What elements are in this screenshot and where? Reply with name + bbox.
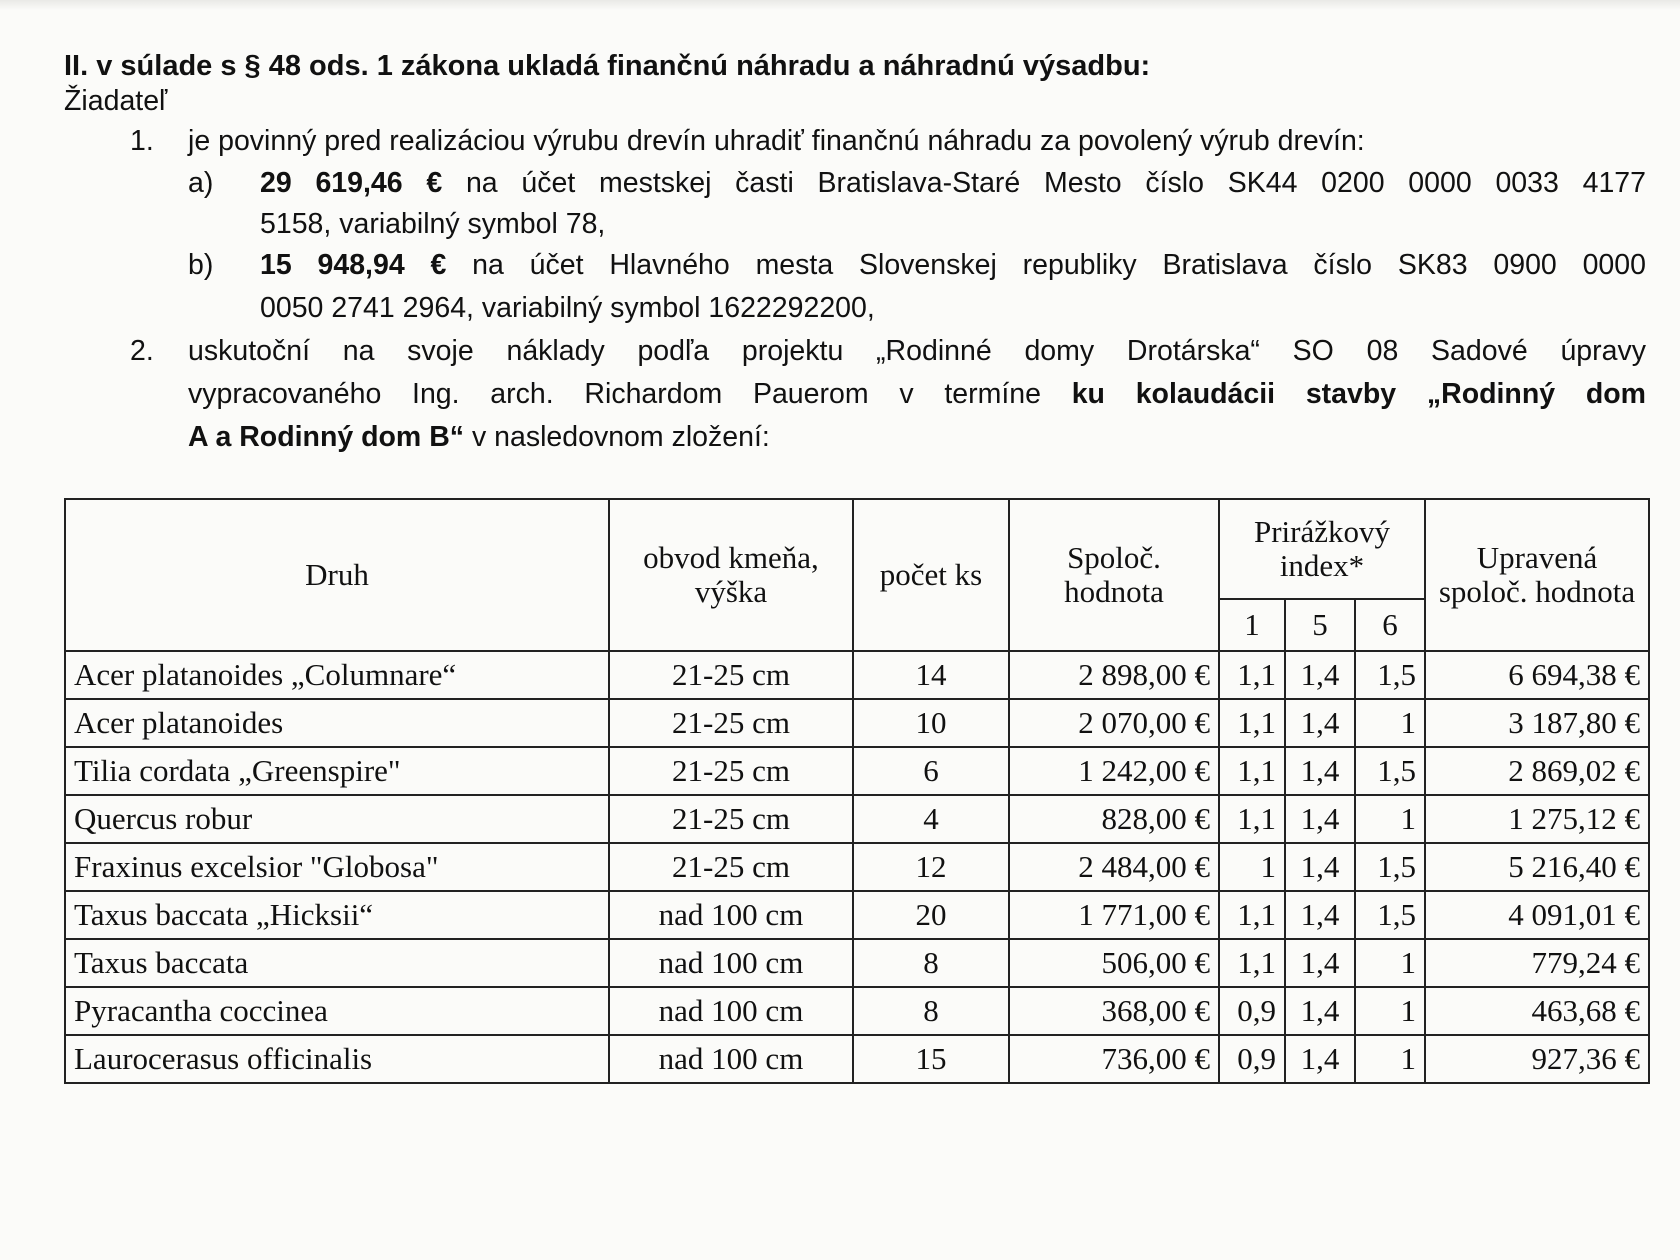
table-row — [65, 843, 1649, 891]
cell-index-5: 1,4 — [1285, 891, 1355, 939]
header-obvod: obvod kmeňa, výška — [609, 499, 853, 651]
section-heading: II. v súlade s § 48 ods. 1 zákona ukladá finančnú náhradu a náhradnú výsadbu: — [64, 50, 1151, 82]
cell-hodnota: 368,00 € — [1009, 987, 1219, 1035]
table-row — [65, 699, 1649, 747]
cell-index-5: 1,4 — [1285, 843, 1355, 891]
cell-index-5: 1,4 — [1285, 747, 1355, 795]
cell-upravena: 4 091,01 € — [1425, 891, 1649, 939]
replanting-table — [64, 498, 1650, 1084]
item-1a-amount: 29 619,46 € — [260, 167, 443, 199]
cell-druh: Tilia cordata „Greenspire" — [65, 747, 609, 795]
replanting-table-wrap — [64, 498, 1648, 1084]
header-index-5: 5 — [1285, 599, 1355, 651]
cell-index-5: 1,4 — [1285, 699, 1355, 747]
item-1b-line1 — [260, 248, 1646, 282]
table-row — [65, 747, 1649, 795]
cell-hodnota: 828,00 € — [1009, 795, 1219, 843]
header-index-1: 1 — [1219, 599, 1285, 651]
cell-index-6: 1,5 — [1355, 891, 1425, 939]
cell-index-6: 1 — [1355, 1035, 1425, 1083]
cell-hodnota: 736,00 € — [1009, 1035, 1219, 1083]
cell-index-5: 1,4 — [1285, 987, 1355, 1035]
cell-index-5: 1,4 — [1285, 651, 1355, 699]
cell-pocet: 4 — [853, 795, 1009, 843]
cell-hodnota: 2 484,00 € — [1009, 843, 1219, 891]
header-upravena-hodnota: Upravená spoloč. hodnota — [1425, 499, 1649, 651]
cell-obvod: nad 100 cm — [609, 891, 853, 939]
table-header-row-1 — [65, 499, 1649, 599]
item-2-number: 2. — [130, 335, 154, 367]
cell-obvod: nad 100 cm — [609, 939, 853, 987]
applicant-label: Žiadateľ — [64, 85, 168, 117]
cell-upravena: 6 694,38 € — [1425, 651, 1649, 699]
cell-druh: Taxus baccata „Hicksii“ — [65, 891, 609, 939]
table-row — [65, 795, 1649, 843]
cell-upravena: 1 275,12 € — [1425, 795, 1649, 843]
cell-index-6: 1 — [1355, 987, 1425, 1035]
table-row — [65, 939, 1649, 987]
cell-upravena: 5 216,40 € — [1425, 843, 1649, 891]
item-1-text: je povinný pred realizáciou výrubu drevín uhradiť finančnú náhradu za povolený výrub drevín: — [188, 125, 1365, 157]
item-1b-marker: b) — [188, 249, 214, 281]
item-1a-marker: a) — [188, 167, 214, 199]
table-row — [65, 651, 1649, 699]
table-row — [65, 1035, 1649, 1083]
item-1a-line1 — [260, 166, 1646, 200]
cell-index-1: 1,1 — [1219, 699, 1285, 747]
cell-hodnota: 1 242,00 € — [1009, 747, 1219, 795]
item-2-line3-bold: A a Rodinný dom B“ — [188, 421, 465, 453]
cell-pocet: 8 — [853, 939, 1009, 987]
cell-druh: Laurocerasus officinalis — [65, 1035, 609, 1083]
cell-index-6: 1 — [1355, 699, 1425, 747]
item-2-line3 — [188, 420, 770, 454]
cell-index-6: 1 — [1355, 939, 1425, 987]
cell-upravena: 3 187,80 € — [1425, 699, 1649, 747]
cell-index-1: 1,1 — [1219, 891, 1285, 939]
item-2-line2-normal: vypracovaného Ing. arch. Richardom Pauerom v termíne — [188, 378, 1041, 410]
item-2-line2 — [188, 377, 1646, 411]
cell-obvod: 21-25 cm — [609, 699, 853, 747]
cell-index-5: 1,4 — [1285, 795, 1355, 843]
item-2-line2-bold: ku kolaudácii stavby „Rodinný dom — [1071, 378, 1647, 410]
header-spoloc-hodnota: Spoloč. hodnota — [1009, 499, 1219, 651]
cell-index-1: 1,1 — [1219, 747, 1285, 795]
cell-index-1: 1 — [1219, 843, 1285, 891]
header-prirazkovy-index: Prirážkový index* — [1219, 499, 1425, 599]
cell-pocet: 6 — [853, 747, 1009, 795]
cell-pocet: 8 — [853, 987, 1009, 1035]
item-1b-account: na účet Hlavného mesta Slovenskej republiky Bratislava číslo SK83 0900 0000 — [472, 249, 1646, 281]
cell-druh: Taxus baccata — [65, 939, 609, 987]
cell-upravena: 463,68 € — [1425, 987, 1649, 1035]
cell-druh: Quercus robur — [65, 795, 609, 843]
cell-index-6: 1,5 — [1355, 651, 1425, 699]
cell-index-1: 1,1 — [1219, 939, 1285, 987]
table-row — [65, 987, 1649, 1035]
cell-index-1: 0,9 — [1219, 1035, 1285, 1083]
cell-index-1: 1,1 — [1219, 651, 1285, 699]
cell-upravena: 927,36 € — [1425, 1035, 1649, 1083]
cell-index-6: 1,5 — [1355, 843, 1425, 891]
cell-pocet: 15 — [853, 1035, 1009, 1083]
table-body — [65, 651, 1649, 1083]
cell-upravena: 2 869,02 € — [1425, 747, 1649, 795]
header-pocet: počet ks — [853, 499, 1009, 651]
cell-hodnota: 2 070,00 € — [1009, 699, 1219, 747]
cell-druh: Acer platanoides — [65, 699, 609, 747]
cell-pocet: 14 — [853, 651, 1009, 699]
cell-obvod: 21-25 cm — [609, 795, 853, 843]
cell-obvod: 21-25 cm — [609, 747, 853, 795]
cell-druh: Pyracantha coccinea — [65, 987, 609, 1035]
cell-upravena: 779,24 € — [1425, 939, 1649, 987]
cell-hodnota: 1 771,00 € — [1009, 891, 1219, 939]
cell-index-1: 1,1 — [1219, 795, 1285, 843]
item-1a-account: na účet mestskej časti Bratislava-Staré Mesto číslo SK44 0200 0000 0033 4177 — [465, 167, 1646, 199]
item-2-line3-normal: v nasledovnom zložení: — [471, 421, 770, 453]
cell-obvod: nad 100 cm — [609, 987, 853, 1035]
cell-pocet: 12 — [853, 843, 1009, 891]
cell-obvod: 21-25 cm — [609, 843, 853, 891]
item-1a-line2: 5158, variabilný symbol 78, — [260, 208, 606, 240]
cell-index-6: 1 — [1355, 795, 1425, 843]
page-top-edge — [0, 0, 1680, 10]
cell-pocet: 20 — [853, 891, 1009, 939]
cell-hodnota: 506,00 € — [1009, 939, 1219, 987]
cell-obvod: nad 100 cm — [609, 1035, 853, 1083]
cell-index-5: 1,4 — [1285, 939, 1355, 987]
cell-obvod: 21-25 cm — [609, 651, 853, 699]
cell-index-6: 1,5 — [1355, 747, 1425, 795]
table-row — [65, 891, 1649, 939]
cell-pocet: 10 — [853, 699, 1009, 747]
item-2-line1: uskutoční na svoje náklady podľa projektu „Rodinné domy Drotárska“ SO 08 Sadové úpravy — [188, 335, 1646, 367]
cell-druh: Fraxinus excelsior "Globosa" — [65, 843, 609, 891]
cell-hodnota: 2 898,00 € — [1009, 651, 1219, 699]
cell-druh: Acer platanoides „Columnare“ — [65, 651, 609, 699]
item-1b-amount: 15 948,94 € — [260, 249, 447, 281]
item-1b-line2: 0050 2741 2964, variabilný symbol 1622292200, — [260, 292, 875, 324]
cell-index-1: 0,9 — [1219, 987, 1285, 1035]
header-index-6: 6 — [1355, 599, 1425, 651]
cell-index-5: 1,4 — [1285, 1035, 1355, 1083]
item-1-number: 1. — [130, 125, 154, 157]
header-druh: Druh — [65, 499, 609, 651]
